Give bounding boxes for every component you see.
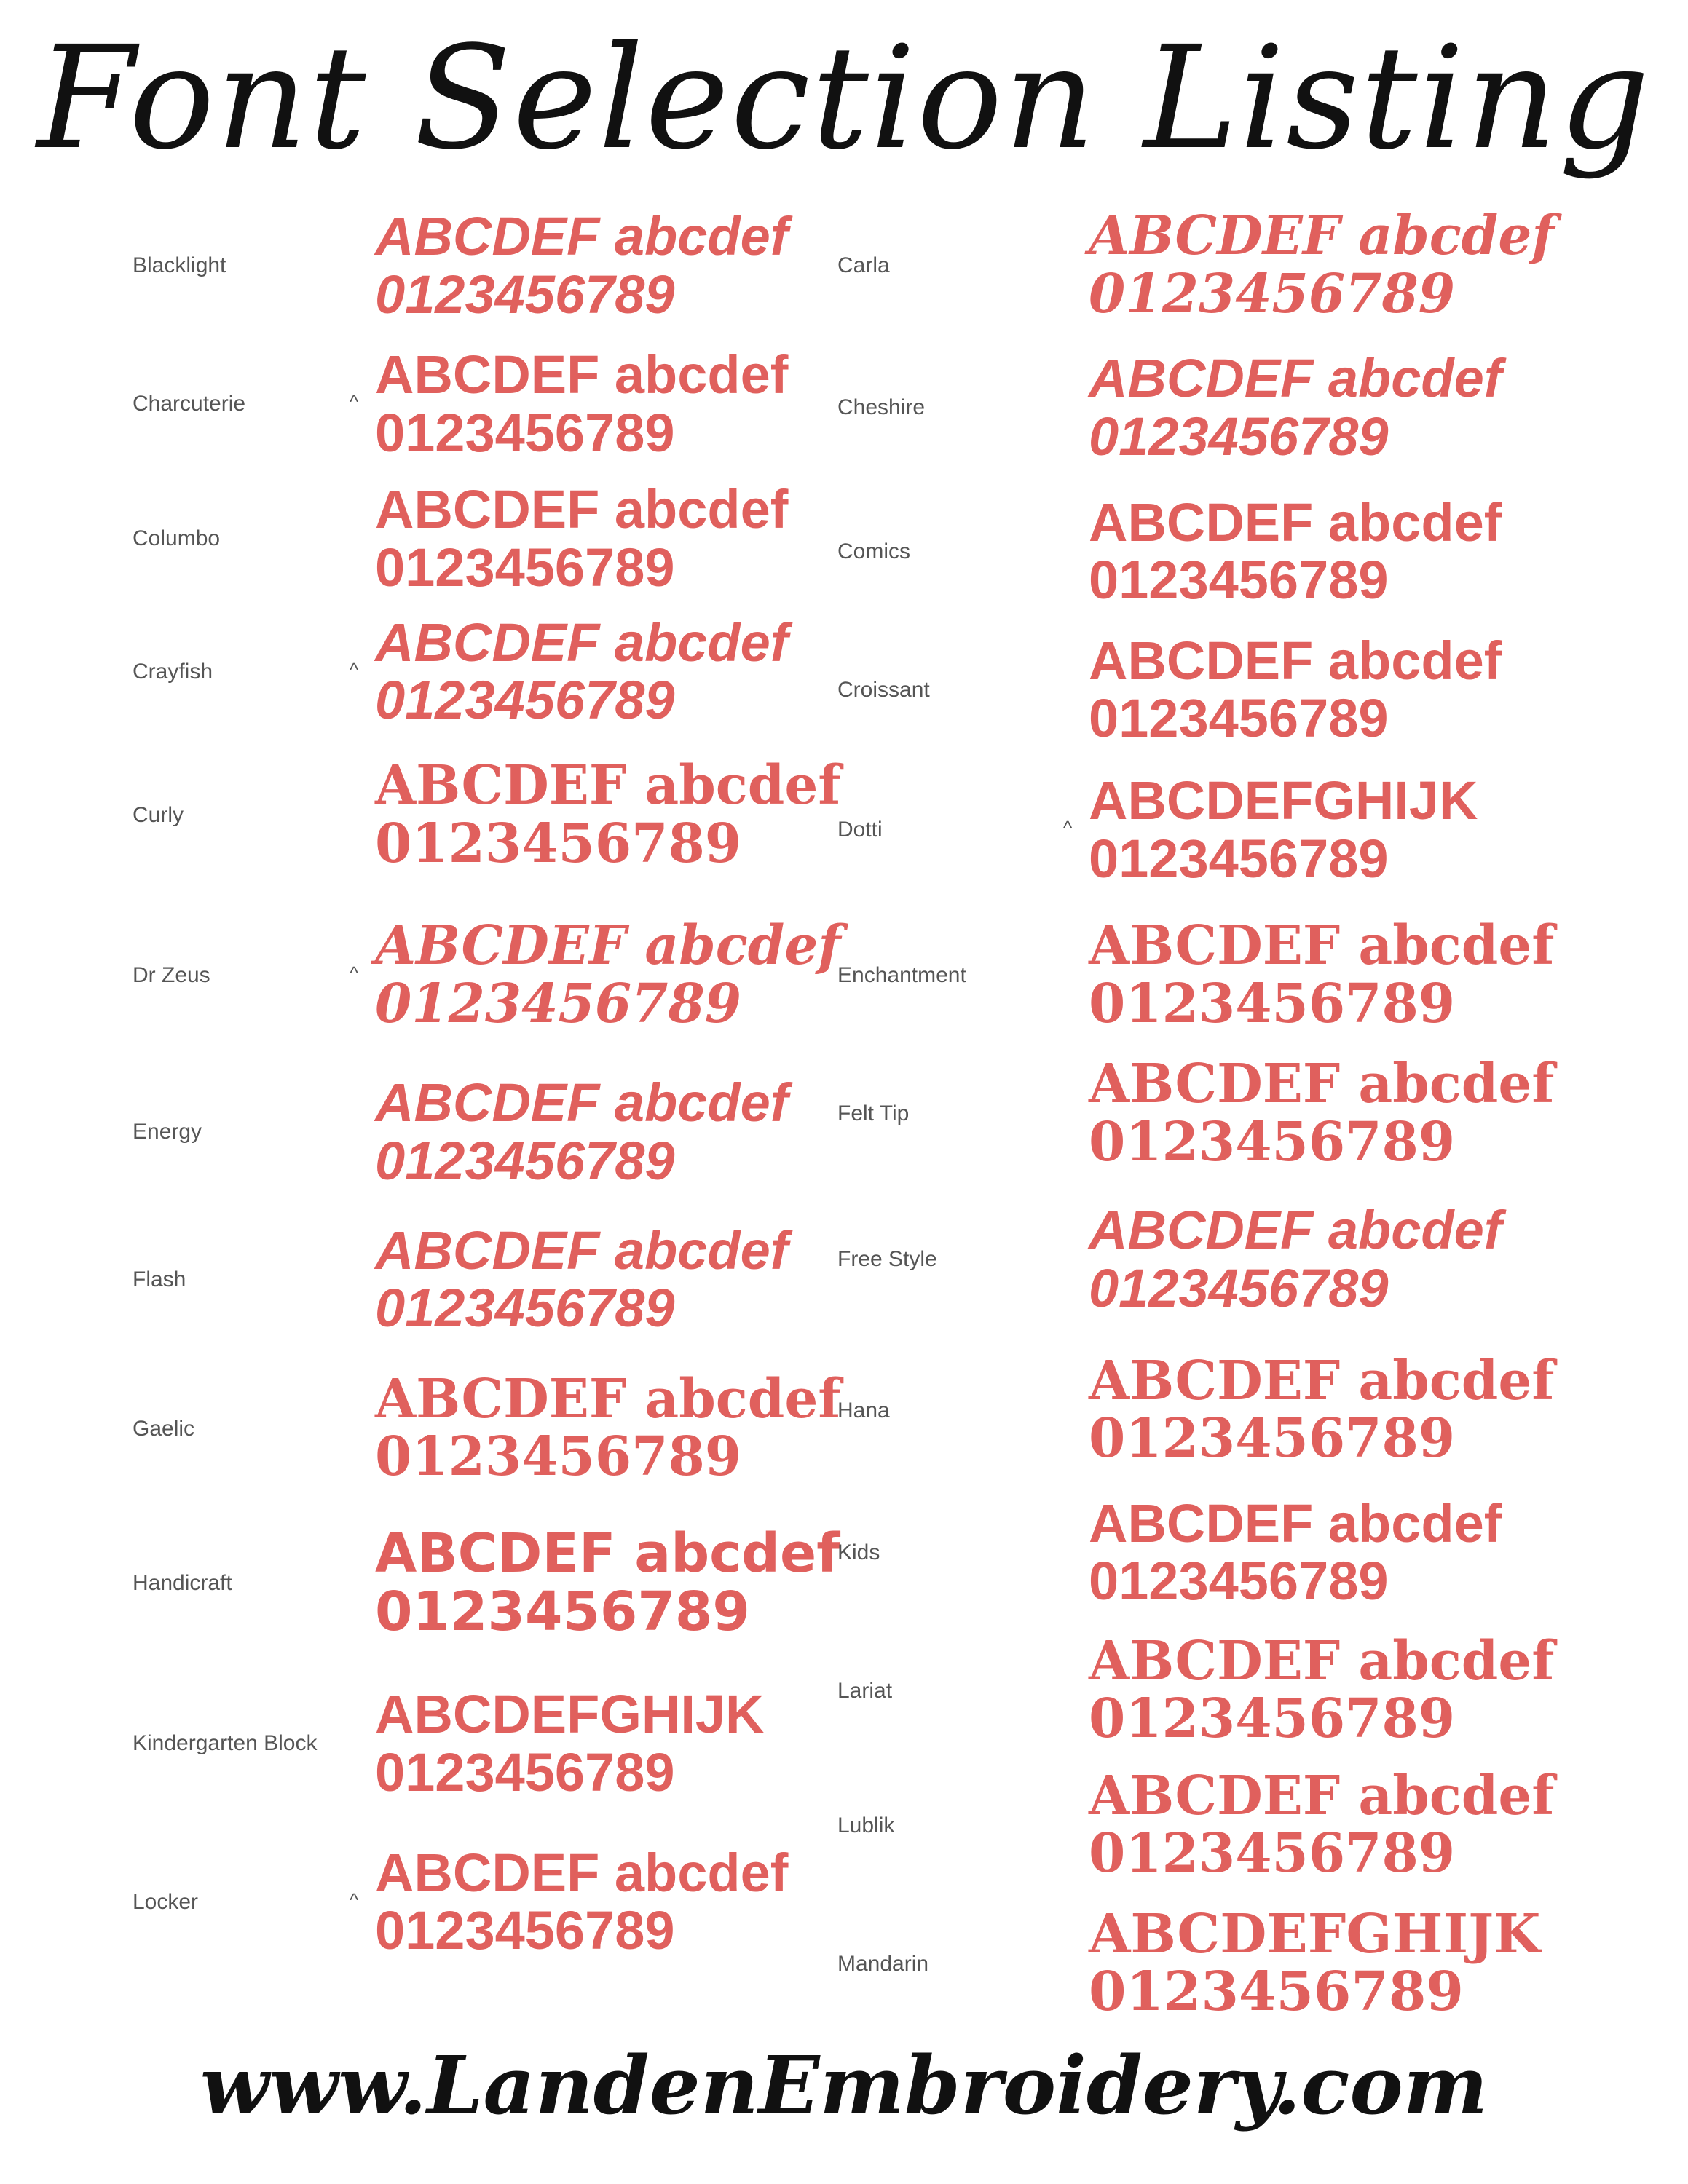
font-row xyxy=(837,1048,1573,1179)
font-row xyxy=(837,197,1573,335)
font-row xyxy=(837,757,1573,903)
font-row xyxy=(837,1179,1573,1340)
font-name-label: Cheshire xyxy=(837,395,926,419)
sample-digits: 0123456789 xyxy=(375,403,675,463)
sample-digits: 0123456789 xyxy=(1089,1407,1456,1471)
font-row xyxy=(837,622,1573,757)
font-name-label: Kindergarten Block xyxy=(133,1731,318,1755)
font-sample xyxy=(1089,1764,1555,1886)
font-name-label: Lublik xyxy=(837,1813,895,1837)
sample-letters: ABCDEF abcdef xyxy=(375,754,841,818)
sample-digits: 0123456789 xyxy=(375,1580,750,1643)
sample-digits: 0123456789 xyxy=(1089,1111,1456,1174)
font-sample xyxy=(375,1685,764,1802)
sample-digits: 0123456789 xyxy=(1089,688,1389,749)
font-row xyxy=(109,604,845,739)
font-sample xyxy=(1089,914,1555,1035)
font-row xyxy=(109,197,845,335)
sample-letters: ABCDEF abcdef xyxy=(375,612,789,673)
font-name-label: Mandarin xyxy=(837,1951,929,1976)
sample-digits: 0123456789 xyxy=(375,670,675,731)
sample-digits: 0123456789 xyxy=(375,264,675,325)
font-row xyxy=(837,903,1573,1048)
font-name-label: Columbo xyxy=(133,526,221,550)
font-sample xyxy=(1089,491,1502,611)
font-row xyxy=(109,1503,845,1663)
font-sample xyxy=(375,754,841,875)
font-name-label: Flash xyxy=(133,1267,186,1291)
font-name-label: Charcuterie xyxy=(133,392,246,416)
sample-letters: ABCDEF abcdef xyxy=(375,1842,789,1903)
font-name-label: Enchantment xyxy=(837,963,966,987)
font-row xyxy=(109,1824,845,1980)
sample-digits: 0123456789 xyxy=(375,1278,675,1339)
caret-mark: ^ xyxy=(350,657,359,680)
font-name-label: Kids xyxy=(837,1540,880,1564)
font-name-label: Hana xyxy=(837,1398,890,1423)
sample-digits: 0123456789 xyxy=(1089,263,1456,325)
font-row xyxy=(109,1205,845,1354)
font-row xyxy=(109,335,845,473)
font-row xyxy=(837,1758,1573,1893)
font-row xyxy=(109,1354,845,1503)
sample-digits: 0123456789 xyxy=(375,1425,742,1489)
sample-letters: ABCDEF abcdef xyxy=(375,1367,841,1431)
sample-digits: 0123456789 xyxy=(1089,1551,1389,1612)
sample-letters: ABCDEF abcdef xyxy=(1089,1492,1502,1554)
font-sample xyxy=(1089,349,1502,466)
font-name-label: Handicraft xyxy=(133,1571,232,1595)
font-name-label: Gaelic xyxy=(133,1416,195,1441)
sample-digits: 0123456789 xyxy=(1089,973,1456,1035)
font-sample xyxy=(1089,1349,1555,1471)
font-name-label: Free Style xyxy=(837,1247,937,1271)
font-name-label: Lariat xyxy=(837,1678,893,1703)
font-row xyxy=(109,739,845,892)
sample-letters: ABCDEF abcdef xyxy=(1089,1053,1555,1116)
caret-mark: ^ xyxy=(350,390,359,413)
font-row xyxy=(837,335,1573,480)
font-sample xyxy=(1089,1053,1555,1174)
font-sample xyxy=(1089,1902,1541,2024)
font-sample xyxy=(375,207,788,324)
sample-letters: ABCDEF abcdef xyxy=(1089,630,1502,691)
sample-digits: 0123456789 xyxy=(1089,1822,1456,1886)
sample-letters: ABCDEF abcdef xyxy=(375,344,789,405)
sample-letters: ABCDEFGHIJK xyxy=(1089,770,1478,831)
sample-letters: ABCDEF abcdef xyxy=(1089,348,1502,409)
website-url: www.LandenEmbroidery.com xyxy=(200,2038,1488,2132)
sample-digits: 0123456789 xyxy=(1089,550,1389,611)
sample-letters: ABCDEFGHIJK xyxy=(1089,1902,1541,1966)
font-sample xyxy=(375,1367,841,1489)
sample-digits: 0123456789 xyxy=(375,1742,675,1803)
sample-digits: 0123456789 xyxy=(375,973,742,1035)
right-font-column xyxy=(837,197,1573,2035)
sample-letters: ABCDEF abcdef xyxy=(1089,1200,1502,1261)
font-name-label: Blacklight xyxy=(133,253,226,277)
font-sample xyxy=(375,914,841,1035)
caret-mark: ^ xyxy=(350,1888,359,1910)
font-row xyxy=(837,1623,1573,1758)
sample-letters: ABCDEF abcdef xyxy=(1089,205,1555,268)
font-name-label: Curly xyxy=(133,803,184,827)
sample-letters: ABCDEF abcdef xyxy=(375,206,789,267)
left-font-column xyxy=(109,197,845,1980)
font-sample xyxy=(1089,207,1554,324)
font-sample xyxy=(1089,1201,1502,1318)
font-sample xyxy=(375,480,788,597)
sample-digits: 0123456789 xyxy=(1089,1688,1456,1751)
font-sample xyxy=(1089,632,1502,748)
font-name-label: Carla xyxy=(837,253,890,277)
font-row xyxy=(837,1893,1573,2035)
font-row xyxy=(837,480,1573,622)
font-sample xyxy=(1089,772,1478,888)
sample-digits: 0123456789 xyxy=(1089,406,1389,467)
font-name-label: Comics xyxy=(837,539,911,563)
sample-letters: ABCDEF abcdef xyxy=(1089,1764,1555,1827)
sample-letters: ABCDEF abcdef xyxy=(1089,491,1502,553)
sample-digits: 0123456789 xyxy=(1089,1258,1389,1318)
font-row xyxy=(109,892,845,1059)
font-name-label: Energy xyxy=(133,1120,202,1144)
font-sample xyxy=(375,346,788,462)
font-row xyxy=(837,1481,1573,1623)
sample-letters: ABCDEF abcdef xyxy=(375,1219,789,1281)
font-row xyxy=(109,1663,845,1824)
caret-mark: ^ xyxy=(350,962,359,984)
font-sample xyxy=(375,1522,840,1643)
sample-digits: 0123456789 xyxy=(375,1131,675,1191)
font-name-label: Dotti xyxy=(837,818,883,842)
page-title: Font Selection Listing xyxy=(36,15,1652,181)
sample-letters: ABCDEF abcdef xyxy=(375,479,789,540)
sample-digits: 0123456789 xyxy=(375,1900,675,1961)
font-row xyxy=(109,473,845,604)
sample-letters: ABCDEF abcdef xyxy=(375,1522,840,1586)
sample-digits: 0123456789 xyxy=(375,812,742,875)
caret-mark: ^ xyxy=(1063,816,1073,839)
font-name-label: Felt Tip xyxy=(837,1101,910,1125)
font-sample xyxy=(1089,1629,1555,1751)
font-name-label: Croissant xyxy=(837,677,930,702)
sample-letters: ABCDEF abcdef xyxy=(1089,914,1555,978)
font-row xyxy=(837,1340,1573,1481)
sample-digits: 0123456789 xyxy=(1089,828,1389,889)
font-sample xyxy=(375,1844,788,1961)
sample-letters: ABCDEF abcdef xyxy=(375,914,841,978)
font-name-label: Locker xyxy=(133,1889,199,1914)
sample-letters: ABCDEFGHIJK xyxy=(375,1684,765,1745)
sample-letters: ABCDEF abcdef xyxy=(1089,1629,1555,1693)
sample-digits: 0123456789 xyxy=(375,537,675,598)
font-row xyxy=(109,1059,845,1205)
font-name-label: Dr Zeus xyxy=(133,963,210,987)
font-name-label: Crayfish xyxy=(133,659,213,684)
font-sample xyxy=(1089,1492,1502,1612)
font-sample xyxy=(375,1074,788,1190)
font-sample xyxy=(375,614,788,730)
font-sample xyxy=(375,1219,789,1339)
sample-digits: 0123456789 xyxy=(1089,1961,1464,2024)
sample-letters: ABCDEF abcdef xyxy=(375,1072,789,1133)
sample-letters: ABCDEF abcdef xyxy=(1089,1349,1555,1412)
